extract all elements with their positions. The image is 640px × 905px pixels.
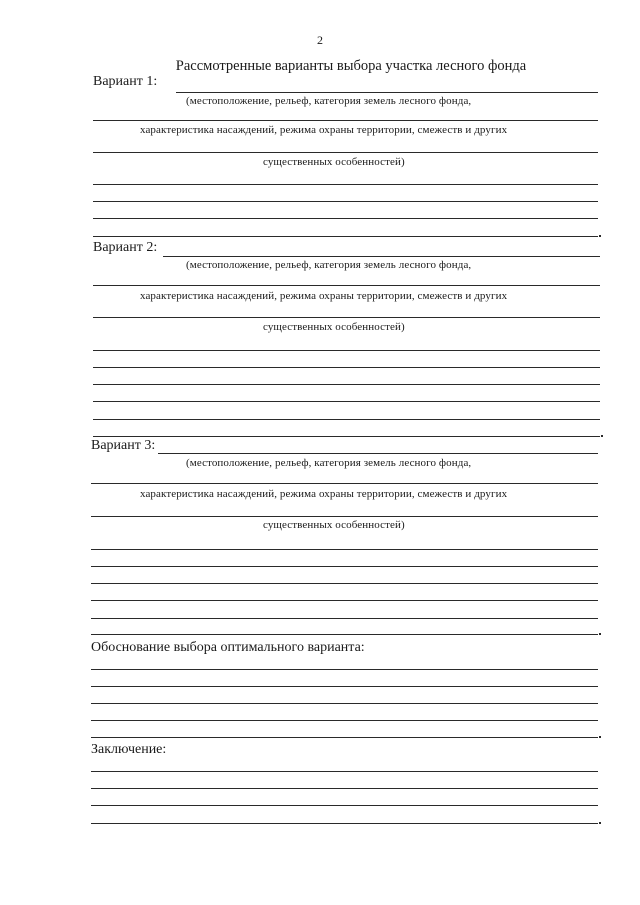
justification-line[interactable] [91,720,598,721]
variant-2-line[interactable] [93,317,600,318]
variant-2-caption-2: характеристика насаждений, режима охраны территории, смежеств и других [140,290,508,302]
line-end-dot [599,235,601,237]
variant-1-input-line[interactable] [176,92,598,93]
conclusion-line[interactable] [91,788,598,789]
variant-3-input-line[interactable] [158,453,598,454]
variant-3-line[interactable] [91,634,598,635]
variant-1-line[interactable] [93,218,598,219]
line-end-dot [601,435,603,437]
variant-2-caption-3: существенных особенностей) [263,321,405,333]
conclusion-line[interactable] [91,823,598,824]
variant-3-line[interactable] [91,516,598,517]
variant-2-line[interactable] [93,401,600,402]
variant-1-caption-2: характеристика насаждений, режима охраны территории, смежеств и других [140,124,508,136]
variant-2-line[interactable] [93,419,600,420]
variant-3-caption-2: характеристика насаждений, режима охраны территории, смежеств и других [140,488,508,500]
variant-3-line[interactable] [91,549,598,550]
variant-3-caption-3: существенных особенностей) [263,519,405,531]
variant-2-line[interactable] [93,350,600,351]
variant-2-label: Вариант 2: [93,240,158,255]
variant-1-line[interactable] [93,201,598,202]
justification-line[interactable] [91,737,598,738]
variant-3-line[interactable] [91,566,598,567]
variant-2-caption-1: (местоположение, рельеф, категория земель лесного фонда, [186,259,472,271]
line-end-dot [599,736,601,738]
document-title: Рассмотренные варианты выбора участка лесного фонда [175,58,527,74]
variant-2-input-line[interactable] [163,256,600,257]
variant-2-line[interactable] [93,436,600,437]
variant-1-caption-3: существенных особенностей) [263,156,405,168]
variant-2-line[interactable] [93,285,600,286]
page-number: 2 [317,33,323,47]
variant-1-line[interactable] [93,120,598,121]
variant-3-line[interactable] [91,583,598,584]
variant-3-label: Вариант 3: [91,438,156,453]
variant-1-line[interactable] [93,152,598,153]
conclusion-label: Заключение: [91,742,167,757]
variant-3-caption-1: (местоположение, рельеф, категория земель лесного фонда, [186,457,472,469]
variant-3-line[interactable] [91,618,598,619]
variant-2-line[interactable] [93,367,600,368]
justification-line[interactable] [91,686,598,687]
conclusion-line[interactable] [91,805,598,806]
variant-1-line[interactable] [93,236,598,237]
conclusion-line[interactable] [91,771,598,772]
variant-2-line[interactable] [93,384,600,385]
variant-1-caption-1: (местоположение, рельеф, категория земель лесного фонда, [186,95,472,107]
variant-1-label: Вариант 1: [93,74,158,89]
justification-line[interactable] [91,669,598,670]
line-end-dot [599,633,601,635]
variant-3-line[interactable] [91,483,598,484]
justification-label: Обоснование выбора оптимального варианта: [91,640,365,655]
line-end-dot [599,822,601,824]
variant-1-line[interactable] [93,184,598,185]
justification-line[interactable] [91,703,598,704]
variant-3-line[interactable] [91,600,598,601]
